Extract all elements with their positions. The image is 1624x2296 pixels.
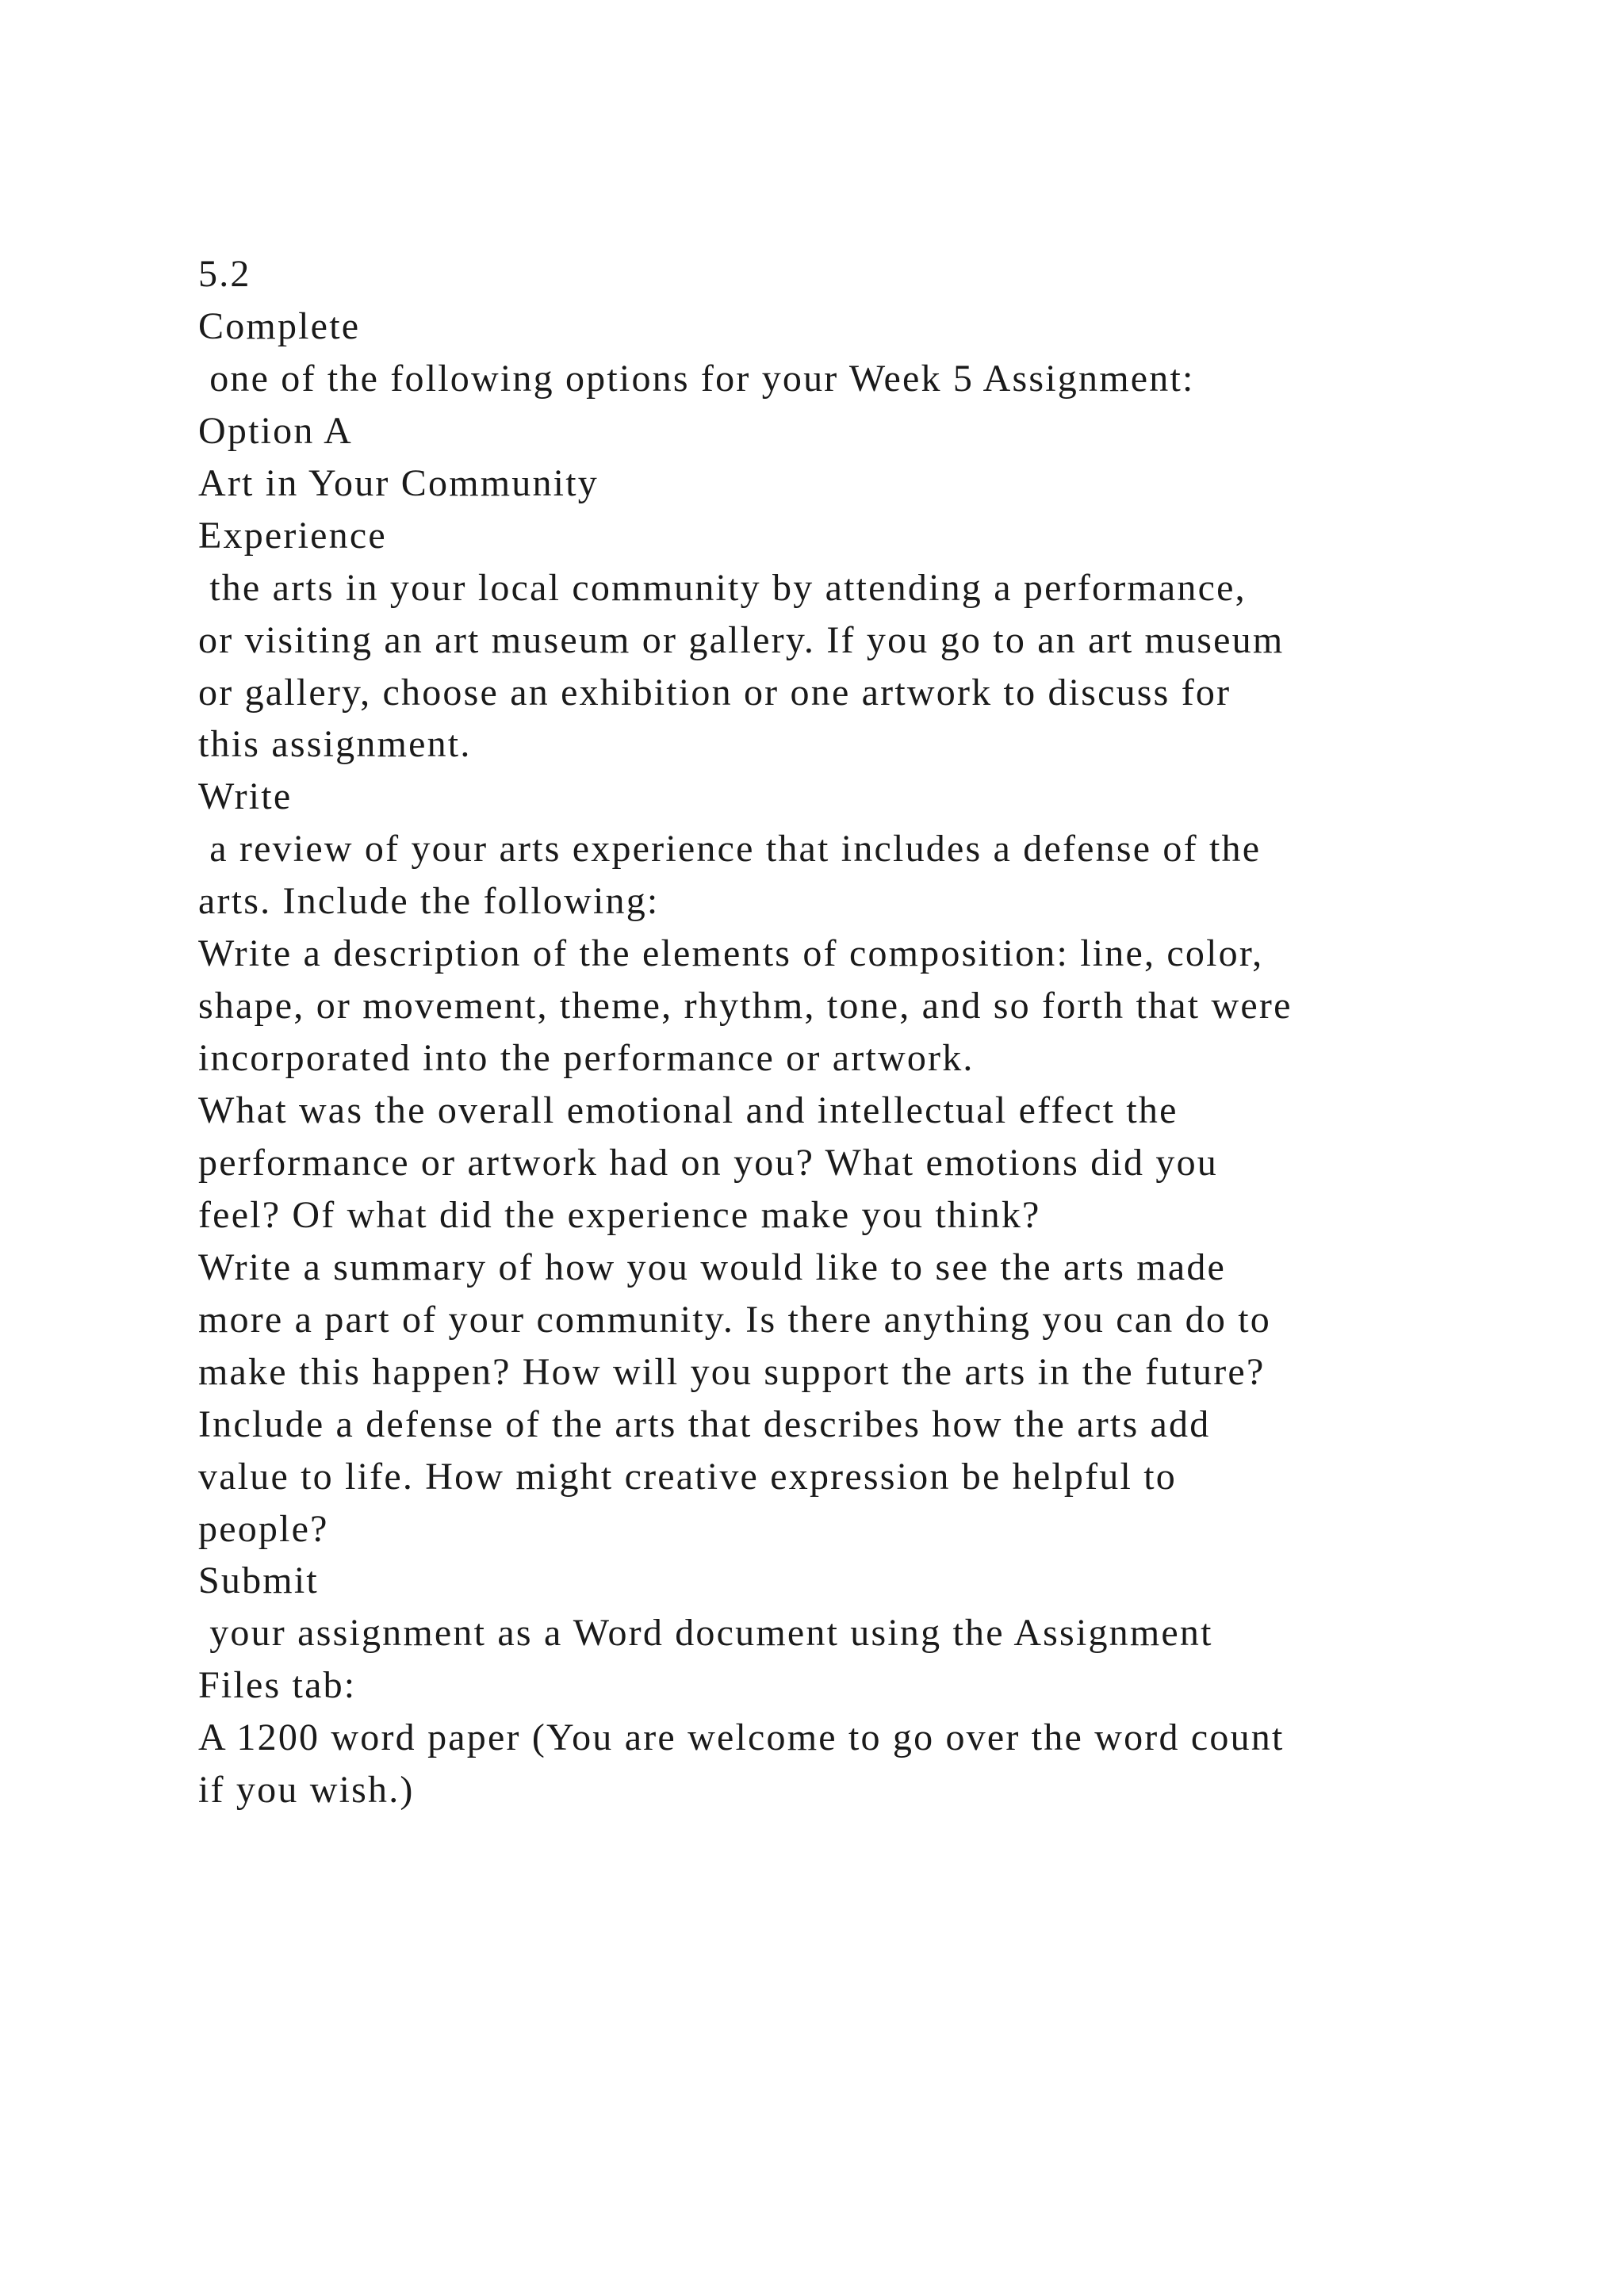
text-line: feel? Of what did the experience make you think? <box>198 1193 1041 1236</box>
text-line: more a part of your community. Is there anything you can do to <box>198 1298 1271 1341</box>
text-line: A 1200 word paper (You are welcome to go over the word count <box>198 1716 1285 1759</box>
option-title: Art in Your Community <box>198 461 599 504</box>
text-line: Experience <box>198 514 387 557</box>
text-line: value to life. How might creative expression be helpful to <box>198 1455 1177 1498</box>
document-body <box>198 248 1594 1816</box>
text-line: your assignment as a Word document using the Assignment <box>198 1612 1213 1655</box>
option-heading: Option A <box>198 409 353 452</box>
text-line: the arts in your local community by attending a performance, <box>198 566 1247 609</box>
text-line: Files tab: <box>198 1664 357 1707</box>
section-number: 5.2 <box>198 253 251 295</box>
text-line: shape, or movement, theme, rhythm, tone, and so forth that were <box>198 985 1293 1027</box>
text-line: arts. Include the following: <box>198 880 660 923</box>
text-line: Submit <box>198 1559 319 1602</box>
text-line: a review of your arts experience that includes a defense of the <box>198 828 1262 871</box>
text-line: performance or artwork had on you? What emotions did you <box>198 1141 1218 1184</box>
text-line: Write <box>198 775 293 818</box>
text-line: Include a defense of the arts that describes how the arts add <box>198 1402 1211 1445</box>
text-line: or gallery, choose an exhibition or one artwork to discuss for <box>198 671 1231 714</box>
text-line: people? <box>198 1507 329 1550</box>
text-line: What was the overall emotional and intellectual effect the <box>198 1089 1178 1131</box>
text-line: Write a description of the elements of composition: line, color, <box>198 932 1264 975</box>
text-line: one of the following options for your Week 5 Assignment: <box>198 357 1195 400</box>
text-line: or visiting an art museum or gallery. If you go to an art museum <box>198 618 1285 661</box>
text-line: incorporated into the performance or artwork. <box>198 1037 975 1080</box>
text-line: Write a summary of how you would like to see the arts made <box>198 1246 1227 1288</box>
text-line: this assignment. <box>198 723 472 766</box>
text-line: Complete <box>198 304 361 347</box>
text-line: if you wish.) <box>198 1769 415 1812</box>
text-line: make this happen? How will you support the arts in the future? <box>198 1350 1266 1393</box>
